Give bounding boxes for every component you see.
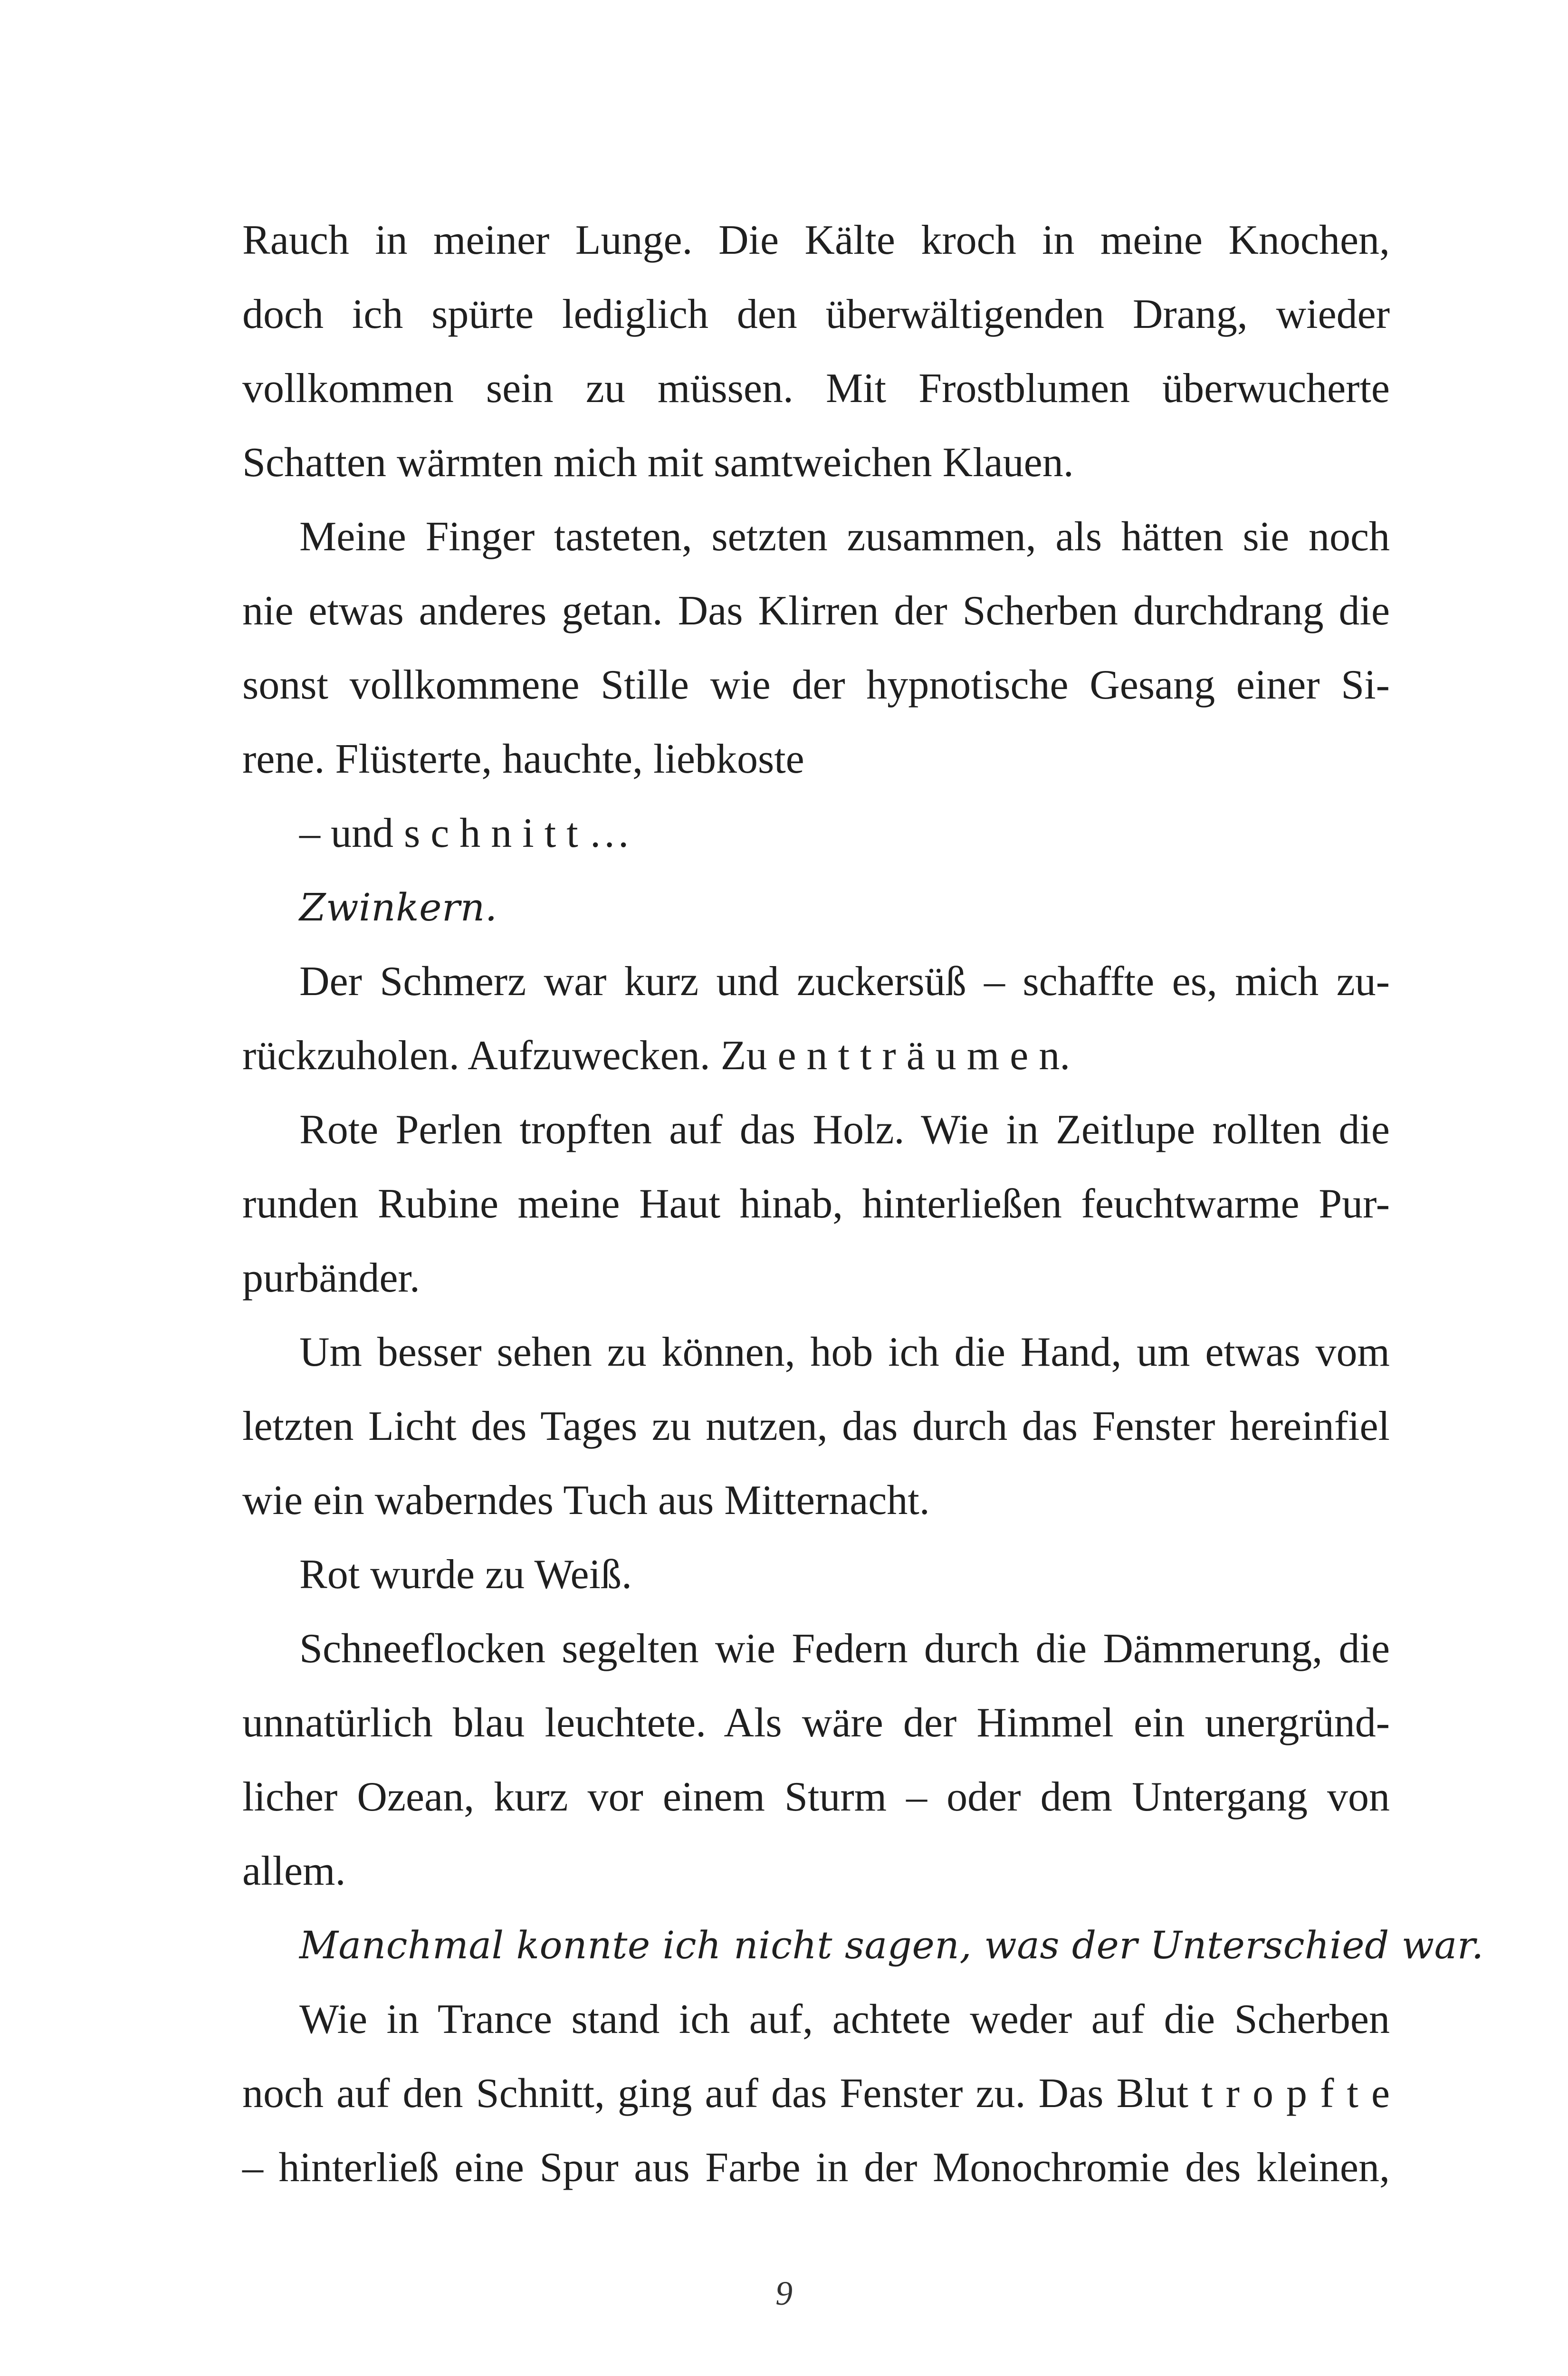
text-line: Rote Perlen tropften auf das Holz. Wie in Zeitlupe rollten die — [299, 1107, 1390, 1153]
text-line: Manchmal konnte ich nicht sagen, was der Unterschied war. — [299, 1923, 1484, 1967]
text-line: doch ich spürte lediglich den überwältigenden Drang, wieder — [242, 291, 1390, 337]
page-number: 9 — [775, 2274, 793, 2312]
book-page-body — [242, 203, 1484, 2205]
text-line: Schneeflocken segelten wie Federn durch die Dämmerung, die — [299, 1626, 1390, 1672]
text-line: licher Ozean, kurz vor einem Sturm – oder dem Untergang von — [242, 1774, 1390, 1820]
text-line: runden Rubine meine Haut hinab, hinterließen feuchtwarme Pur- — [242, 1181, 1390, 1227]
text-line: Wie in Trance stand ich auf, achtete weder auf die Scherben — [299, 1996, 1390, 2042]
text-line: sonst vollkommene Stille wie der hypnotische Gesang einer Si- — [242, 662, 1390, 708]
text-line: Rot wurde zu Weiß. — [299, 1552, 632, 1598]
text-line: wie ein waberndes Tuch aus Mitternacht. — [242, 1477, 930, 1523]
text-line: Schatten wärmten mich mit samtweichen Klauen. — [242, 440, 1074, 486]
text-line: rückzuholen. Aufzuwecken. Zu e n t t r ä u m e n. — [242, 1033, 1071, 1079]
text-line: Rauch in meiner Lunge. Die Kälte kroch in meine Knochen, — [242, 217, 1390, 263]
text-line: allem. — [242, 1848, 346, 1894]
text-line: Der Schmerz war kurz und zuckersüß – schaffte es, mich zu- — [299, 958, 1390, 1005]
text-line: purbänder. — [242, 1255, 420, 1301]
text-line: noch auf den Schnitt, ging auf das Fenster zu. Das Blut t r o p f t e — [242, 2070, 1390, 2117]
text-line: – und s c h n i t t … — [299, 810, 631, 856]
text-line: letzten Licht des Tages zu nutzen, das durch das Fenster hereinfiel — [242, 1403, 1390, 1449]
text-line: – hinterließ eine Spur aus Farbe in der Monochromie des kleinen, — [242, 2145, 1390, 2191]
text-line: vollkommen sein zu müssen. Mit Frostblumen überwucherte — [242, 365, 1390, 412]
text-line: unnatürlich blau leuchtete. Als wäre der Himmel ein unergründ- — [242, 1700, 1390, 1746]
text-line: Zwinkern. — [299, 885, 497, 929]
text-line: Um besser sehen zu können, hob ich die Hand, um etwas vom — [299, 1329, 1390, 1375]
text-line: rene. Flüsterte, hauchte, liebkoste — [242, 736, 804, 782]
text-line: Meine Finger tasteten, setzten zusammen, als hätten sie noch — [299, 514, 1390, 560]
text-line: nie etwas anderes getan. Das Klirren der Scherben durchdrang die — [242, 588, 1390, 634]
